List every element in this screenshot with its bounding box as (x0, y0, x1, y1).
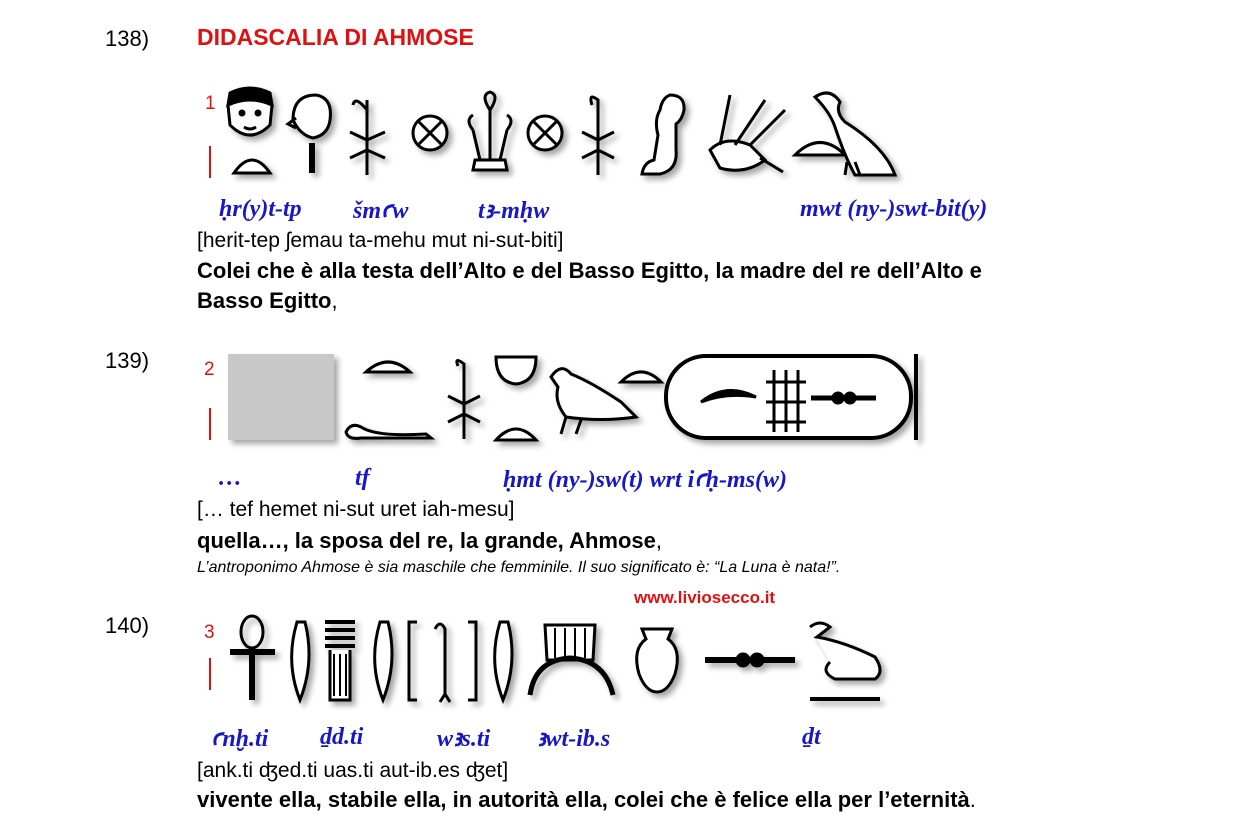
reed-leaf-hieroglyph-icon (292, 622, 309, 700)
entry-number-140: 140) (105, 613, 150, 638)
was-scepter-hieroglyph-icon (435, 624, 450, 702)
reed-leaf-hieroglyph-icon (375, 622, 392, 700)
line-marker-bar-2 (209, 408, 211, 440)
translation-1-line1: Colei che è alla testa dell’Alto e del Basso Egitto, la madre del re dell’Alto e (197, 258, 982, 283)
face-hieroglyph-icon (228, 88, 272, 135)
placenta-circle-hieroglyph-icon (413, 116, 447, 150)
bread-semicircle-icon (234, 160, 270, 173)
line-marker-3: 3 (204, 622, 215, 643)
milk-jug-hieroglyph-icon (496, 357, 536, 384)
translation-1-line2: Basso Egitto, (197, 288, 338, 313)
djed-pillar-hieroglyph-icon (325, 622, 355, 700)
phonetic-3: [ank.ti ʤed.ti uas.ti aut-ib.es ʤet] (197, 759, 509, 782)
translit-1-3: tꜣ-mḥw (478, 198, 550, 224)
translit-1-1: ḥr(y)t-tp (219, 196, 302, 222)
bee-hieroglyph-icon (710, 95, 785, 172)
hieroglyph-row-2 (226, 352, 926, 444)
translit-3-3: wꜣs.ti (437, 726, 491, 752)
translit-2-1: … (218, 465, 242, 491)
placenta-circle-hieroglyph-icon (528, 116, 562, 150)
phonetic-1: [herit-tep ʃemau ta-mehu mut ni-sut-biti] (197, 229, 564, 252)
hieroglyph-row-1 (220, 85, 920, 185)
translit-1-2: šmꜥw (353, 198, 409, 224)
translit-3-1: ꜥnḫ.ti (211, 726, 269, 752)
cobra-hieroglyph-icon (810, 623, 880, 699)
hieroglyph-row-3 (225, 612, 895, 704)
translit-3-2: ḏd.ti (320, 724, 364, 750)
bread-semicircle-icon (496, 429, 536, 440)
stroke-hieroglyph-icon (309, 143, 315, 173)
ankh-hieroglyph-icon (230, 616, 275, 700)
sedge-plant-hieroglyph-icon (350, 100, 385, 175)
website-watermark: www.liviosecco.it (634, 588, 776, 607)
lacuna-gray-box-icon (228, 354, 334, 440)
translit-2-2: tf (355, 465, 370, 491)
entry-number-138: 138) (105, 26, 150, 51)
seated-woman-hieroglyph-icon (642, 95, 684, 174)
line-marker-2: 2 (204, 359, 215, 380)
vulture-hieroglyph-icon (815, 93, 895, 175)
translation-3: vivente ella, stabile ella, in autorità ella, colei che è felice ella per l’eternità. (197, 787, 976, 812)
cartouche-icon (666, 354, 916, 440)
jubilation-pavilion-hieroglyph-icon (530, 625, 613, 695)
head-profile-hieroglyph-icon (288, 95, 330, 138)
line-marker-1: 1 (205, 93, 216, 114)
translation-2: quella…, la sposa del re, la grande, Ahmose, (197, 528, 663, 553)
entry-number-139: 139) (105, 348, 150, 373)
bread-semicircle-icon (366, 362, 410, 372)
lily-clump-hieroglyph-icon (469, 92, 511, 170)
sedge-plant-hieroglyph-icon (448, 360, 480, 439)
translit-1-4: mwt (ny-)swt-bit(y) (800, 196, 988, 222)
phonetic-2: [… tef hemet ni-sut uret iah-mesu] (197, 498, 515, 521)
page-title: DIDASCALIA DI AHMOSE (197, 24, 474, 50)
sedge-plant-hieroglyph-icon (582, 97, 614, 175)
line-marker-bar-3 (209, 658, 211, 690)
bread-semicircle-icon (795, 143, 845, 156)
translit-3-5: ḏt (802, 724, 821, 750)
translit-2-3: ḥmt (ny-)sw(t) wrt iꜥḥ-ms(w) (503, 467, 788, 493)
line-marker-bar-1 (209, 146, 211, 178)
bracket-open-icon (409, 622, 417, 700)
bread-semicircle-icon (621, 372, 661, 382)
bracket-close-icon (468, 622, 476, 700)
heart-jar-hieroglyph-icon (637, 629, 678, 692)
bolt-hieroglyph-icon (705, 654, 795, 666)
reed-leaf-hieroglyph-icon (495, 622, 512, 700)
translit-3-4: ꜣwt-ib.s (537, 726, 611, 752)
explanatory-note: L’antroponimo Ahmose è sia maschile che femminile. Il suo significato è: “La Luna è nata!”. (197, 559, 841, 576)
horned-viper-hieroglyph-icon (346, 425, 431, 438)
